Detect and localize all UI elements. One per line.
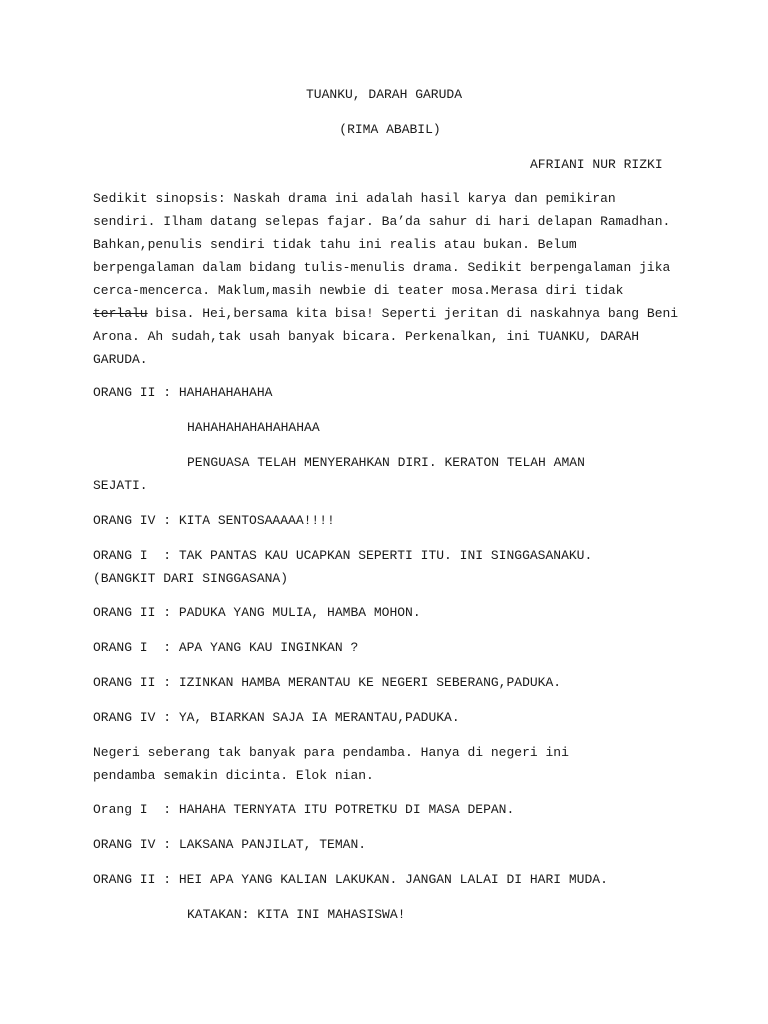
document-subtitle: (RIMA ABABIL) (339, 122, 441, 137)
script-line: ORANG II : HEI APA YANG KALIAN LAKUKAN. JANGAN LALAI DI HARI MUDA. (93, 872, 608, 887)
script-line: Negeri seberang tak banyak para pendamba. Hanya di negeri ini (93, 745, 569, 760)
synopsis-text-2: bisa. Hei,bersama kita bisa! Seperti jeritan di naskahnya bang Beni Arona. Ah sudah,tak usah banyak bicara. Perkenalkan, ini TUANKU, DARAH GARUDA. (93, 306, 679, 367)
script-line: HAHAHAHAHAHAHAHAA (187, 420, 320, 435)
synopsis-strikethrough: terlalu (93, 306, 148, 321)
script-line: ORANG II : PADUKA YANG MULIA, HAMBA MOHON. (93, 605, 421, 620)
script-line: ORANG IV : KITA SENTOSAAAAA!!!! (93, 513, 335, 528)
script-line: Orang I : HAHAHA TERNYATA ITU POTRETKU DI MASA DEPAN. (93, 802, 515, 817)
script-line: PENGUASA TELAH MENYERAHKAN DIRI. KERATON TELAH AMAN (187, 455, 585, 470)
script-line: ORANG IV : YA, BIARKAN SAJA IA MERANTAU,PADUKA. (93, 710, 460, 725)
document-title: TUANKU, DARAH GARUDA (305, 87, 463, 102)
script-line: SEJATI. (93, 478, 148, 493)
script-line: KATAKAN: KITA INI MAHASISWA! (187, 907, 406, 922)
author-name: AFRIANI NUR RIZKI (530, 157, 663, 172)
synopsis-paragraph (93, 187, 683, 371)
script-line: ORANG I : APA YANG KAU INGINKAN ? (93, 640, 359, 655)
script-line: ORANG I : TAK PANTAS KAU UCAPKAN SEPERTI ITU. INI SINGGASANAKU. (93, 548, 593, 563)
synopsis-text-1: Sedikit sinopsis: Naskah drama ini adalah hasil karya dan pemikiran sendiri. Ilham datang selepas fajar. Ba’da sahur di hari delapan Ramadhan. Bahkan,penulis sendiri tidak tahu ini realis atau bukan. Belum berpengalaman dalam bidang tulis-menulis drama. Sedikit berpengalaman jika cerca-mencerca. Maklum,masih newbie di teater mosa.Merasa diri tidak (93, 191, 671, 298)
script-line: ORANG IV : LAKSANA PANJILAT, TEMAN. (93, 837, 367, 852)
script-line: pendamba semakin dicinta. Elok nian. (93, 768, 374, 783)
script-line: (BANGKIT DARI SINGGASANA) (93, 571, 289, 586)
script-line: ORANG II : HAHAHAHAHAHA (93, 385, 273, 400)
script-line: ORANG II : IZINKAN HAMBA MERANTAU KE NEGERI SEBERANG,PADUKA. (93, 675, 562, 690)
